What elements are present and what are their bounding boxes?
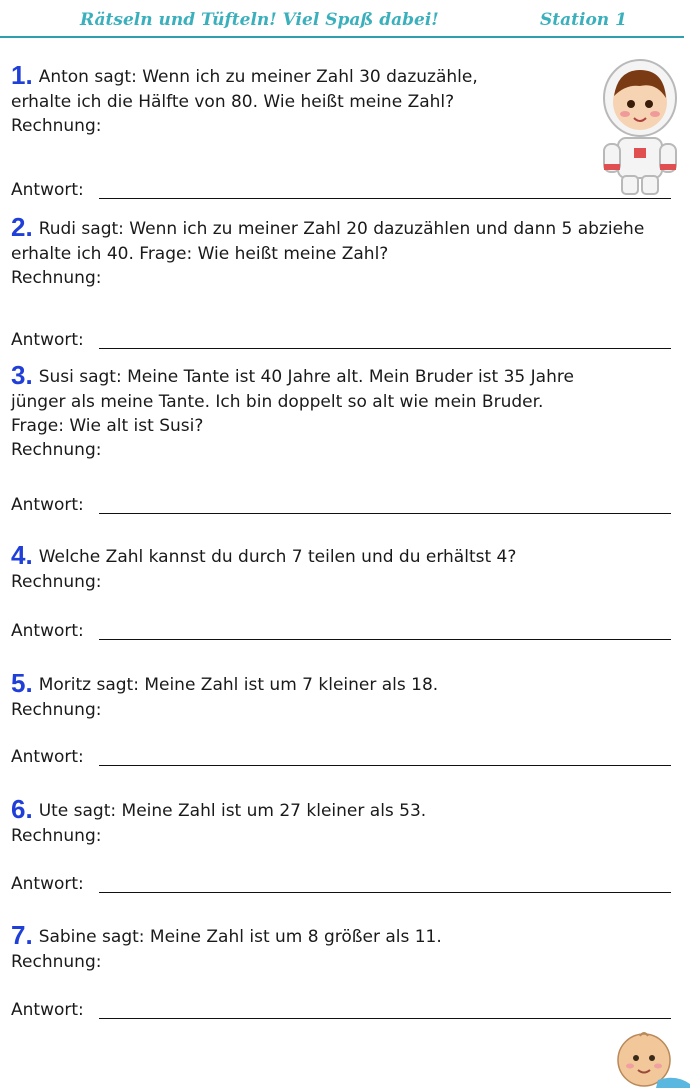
task-text: Ute sagt: Meine Zahl ist um 27 kleiner als 53. xyxy=(38,801,427,821)
answer-rule xyxy=(99,892,671,893)
task-6 xyxy=(11,794,681,848)
answer-rule xyxy=(99,348,671,349)
answer-rule xyxy=(99,639,671,640)
answer-line-3[interactable] xyxy=(11,493,84,517)
task-7 xyxy=(11,920,681,974)
antwort-label: Antwort: xyxy=(11,874,84,894)
station-label: Station 1 xyxy=(540,10,627,30)
answer-line-5[interactable] xyxy=(11,745,84,769)
task-text: Susi sagt: Meine Tante ist 40 Jahre alt. Mein Bruder ist 35 Jahre xyxy=(38,367,574,387)
answer-line-4[interactable] xyxy=(11,619,84,643)
baby-illustration xyxy=(610,1030,690,1088)
task-3 xyxy=(11,360,681,462)
antwort-label: Antwort: xyxy=(11,330,84,350)
worksheet-header xyxy=(0,6,684,38)
answer-rule xyxy=(99,198,671,199)
task-text: Frage: Wie alt ist Susi? xyxy=(11,416,204,436)
answer-line-2[interactable] xyxy=(11,328,84,352)
antwort-label: Antwort: xyxy=(11,621,84,641)
rechnung-label: Rechnung: xyxy=(11,952,102,972)
antwort-label: Antwort: xyxy=(11,180,84,200)
task-text: Sabine sagt: Meine Zahl ist um 8 größer als 11. xyxy=(38,927,442,947)
rechnung-label: Rechnung: xyxy=(11,572,102,592)
answer-rule xyxy=(99,1018,671,1019)
task-number: 2. xyxy=(11,212,33,242)
task-5 xyxy=(11,668,681,722)
task-text: erhalte ich 40. Frage: Wie heißt meine Zahl? xyxy=(11,244,389,264)
antwort-label: Antwort: xyxy=(11,495,84,515)
task-2 xyxy=(11,212,681,290)
answer-line-6[interactable] xyxy=(11,872,84,896)
worksheet-title: Rätseln und Tüfteln! Viel Spaß dabei! xyxy=(80,10,439,30)
task-text: erhalte ich die Hälfte von 80. Wie heißt meine Zahl? xyxy=(11,92,455,112)
task-number: 4. xyxy=(11,540,33,570)
task-text: Anton sagt: Wenn ich zu meiner Zahl 30 dazuzähle, xyxy=(38,67,478,87)
task-number: 1. xyxy=(11,60,33,90)
answer-line-1[interactable] xyxy=(11,178,84,202)
antwort-label: Antwort: xyxy=(11,1000,84,1020)
task-number: 7. xyxy=(11,920,33,950)
task-text: Rudi sagt: Wenn ich zu meiner Zahl 20 dazuzählen und dann 5 abziehe xyxy=(38,219,645,239)
rechnung-label: Rechnung: xyxy=(11,116,102,136)
task-number: 3. xyxy=(11,360,33,390)
task-text: Moritz sagt: Meine Zahl ist um 7 kleiner als 18. xyxy=(38,675,439,695)
answer-rule xyxy=(99,513,671,514)
task-number: 5. xyxy=(11,668,33,698)
rechnung-label: Rechnung: xyxy=(11,700,102,720)
task-text: jünger als meine Tante. Ich bin doppelt so alt wie mein Bruder. xyxy=(11,392,544,412)
task-1 xyxy=(11,60,681,138)
answer-line-7[interactable] xyxy=(11,998,84,1022)
antwort-label: Antwort: xyxy=(11,747,84,767)
task-4 xyxy=(11,540,681,594)
rechnung-label: Rechnung: xyxy=(11,268,102,288)
rechnung-label: Rechnung: xyxy=(11,440,102,460)
task-text: Welche Zahl kannst du durch 7 teilen und du erhältst 4? xyxy=(38,547,517,567)
answer-rule xyxy=(99,765,671,766)
rechnung-label: Rechnung: xyxy=(11,826,102,846)
task-number: 6. xyxy=(11,794,33,824)
